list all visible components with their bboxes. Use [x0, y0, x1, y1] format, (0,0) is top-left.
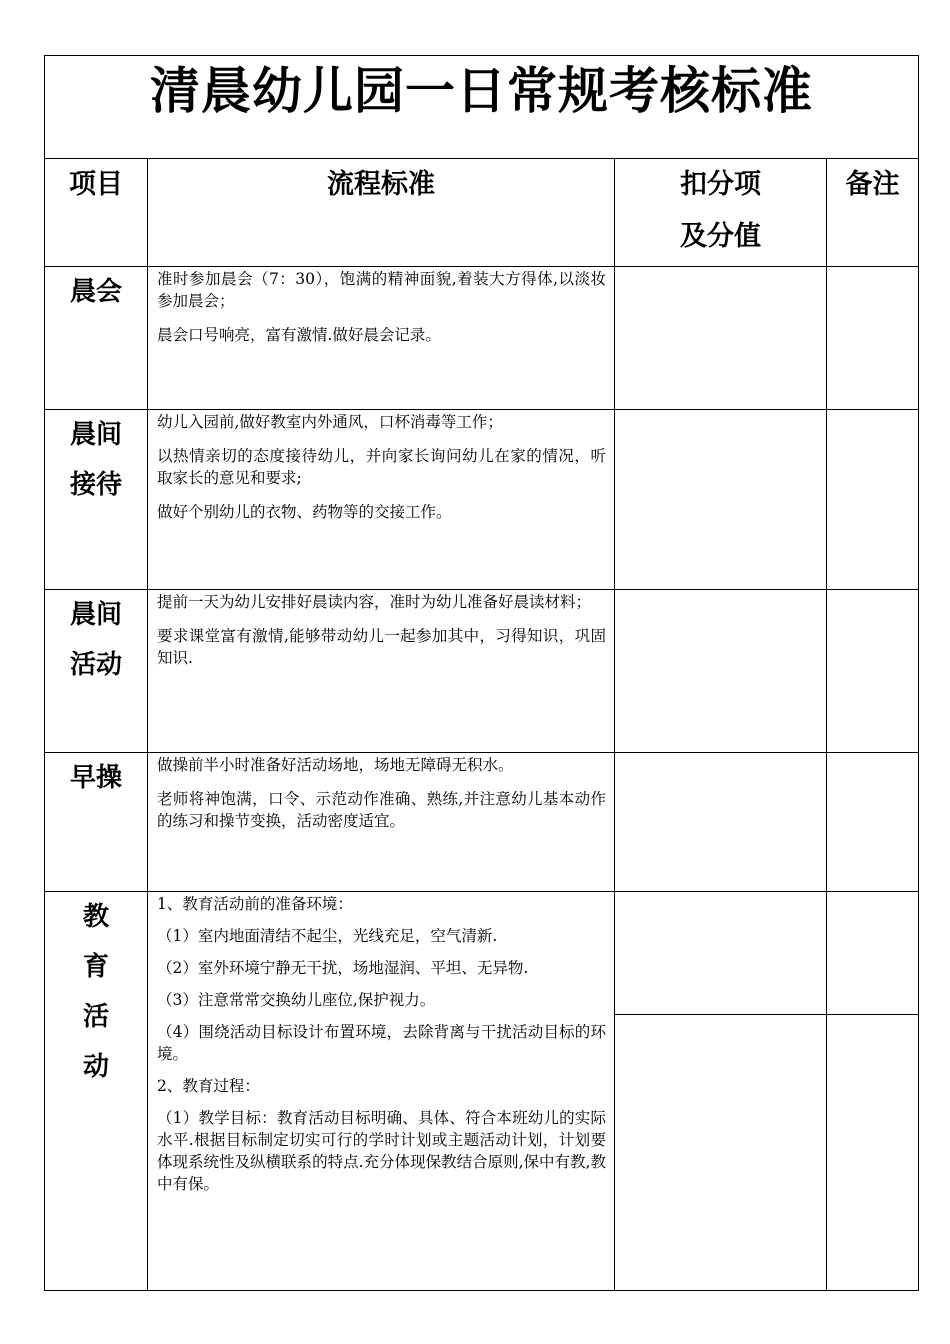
row-label: 早操: [45, 753, 148, 892]
row-remarks-cell: [827, 410, 919, 590]
row-content: 幼儿入园前,做好教室内外通风，口杯消毒等工作； 以热情亲切的态度接待幼儿，并向家长询问幼儿在家的情况，听取家长的意见和要求; 做好个别幼儿的衣物、药物等的交接工作。: [148, 410, 615, 590]
row-remarks-cell: [827, 892, 919, 1291]
row-deduction-cell: [615, 410, 827, 590]
table-row: [45, 410, 919, 590]
header-standard: 流程标准: [148, 159, 615, 267]
row-label: 晨间 接待: [45, 410, 148, 590]
title-cell: [45, 56, 919, 159]
document-title: 清晨幼儿园一日常规考核标准: [150, 62, 813, 120]
table-row: [45, 590, 919, 753]
table-row: [45, 267, 919, 410]
standards-document: [44, 55, 918, 1291]
row-remarks-cell: [827, 267, 919, 410]
row-content: 1、教育活动前的准备环境： （1）室内地面清结不起尘，光线充足，空气清新. （2）室外环境宁静无干扰，场地湿润、平坦、无异物. （3）注意常常交换幼儿座位,保护视力。 （4）围绕活动目标设计布置环境，去除背离与干扰活动目标的环境。 2、教育过程： （1）教学目标：教育活动目标明确、具体、符合本班幼儿的实际水平.根据目标制定切实可行的学时计划或主题活动计划，计划要体现系统性及纵横联系的特点.充分体现保教结合原则,保中有教,教中有保。: [148, 892, 615, 1291]
row-deduction-cell: [615, 590, 827, 753]
row-content: 做操前半小时准备好活动场地，场地无障碍无积水。 老师将神饱满，口令、示范动作准确、熟练,并注意幼儿基本动作的练习和操节变换，活动密度适宜。: [148, 753, 615, 892]
header-remarks: 备注: [827, 159, 919, 267]
deduction-subcell-top: [615, 892, 826, 1015]
table-row: [45, 753, 919, 892]
row-remarks-cell: [827, 590, 919, 753]
standards-table: [44, 55, 919, 1291]
row-deduction-cell: [615, 267, 827, 410]
row-label: 晨间 活动: [45, 590, 148, 753]
row-deduction-cell: [615, 892, 827, 1291]
header-item: 项目: [45, 159, 148, 267]
row-content: 提前一天为幼儿安排好晨读内容，准时为幼儿准备好晨读材料； 要求课堂富有激情,能够带动幼儿一起参加其中，习得知识，巩固知识.: [148, 590, 615, 753]
remarks-subcell-top: [827, 892, 918, 1015]
header-row: [45, 159, 919, 267]
row-content: 准时参加晨会（7：30），饱满的精神面貌,着装大方得体,以淡妆参加晨会； 晨会口号响亮，富有激情.做好晨会记录。: [148, 267, 615, 410]
header-deduction: 扣分项 及分值: [615, 159, 827, 267]
row-remarks-cell: [827, 753, 919, 892]
table-row: [45, 892, 919, 1291]
row-label: 晨会: [45, 267, 148, 410]
row-deduction-cell: [615, 753, 827, 892]
row-label: 教 育 活 动: [45, 892, 148, 1291]
title-row: [45, 56, 919, 159]
